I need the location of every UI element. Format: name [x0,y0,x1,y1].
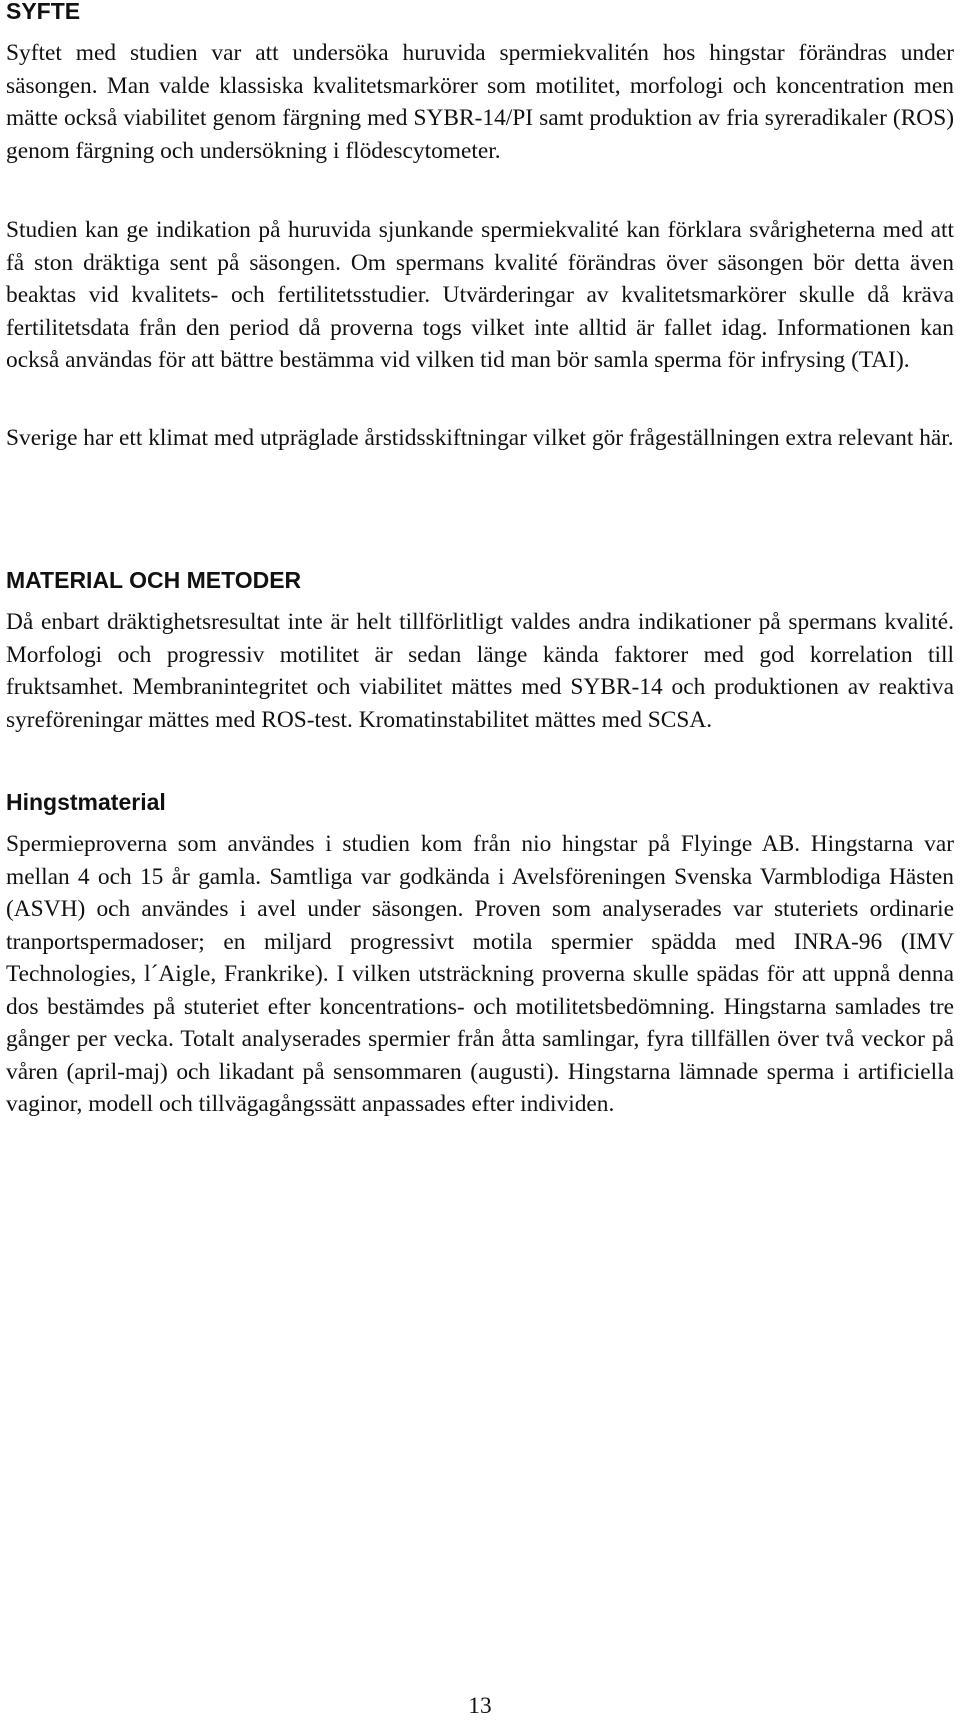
subsection-heading-hingstmaterial: Hingstmaterial [6,789,166,815]
paragraph-hingstmaterial: Spermieproverna som användes i studien kom från nio hingstar på Flyinge AB. Hingstarna var mellan 4 och 15 år gamla. Samtliga var godkända i Avelsföreningen Svenska Varmblodiga Hästen (ASVH) och användes i avel under säsongen. Proven som analyserades var stuteriets ordinarie tranportspermadoser; en miljard progressivt motila spermier spädda med INRA-96 (IMV Technologies, l´Aigle, Frankrike). I vilken utsträckning proverna skulle spädas för att uppnå denna dos bestämdes på stuteriet efter koncentrations- och motilitetsbedömning. Hingstarna samlades tre gånger per vecka. Totalt analyserades spermier från åtta samlingar, fyra tillfällen över två veckor på våren (april-maj) och likadant på sensommaren (augusti). Hingstarna lämnade sperma i artificiella vaginor, modell och tillvägagångssätt anpassades efter individen. [6,831,954,1117]
section-heading-syfte: SYFTE [6,0,81,24]
paragraph-syfte-3: Sverige har ett klimat med utpräglade årstidsskiftningar vilket gör frågeställningen extra relevant här. [6,425,954,451]
page-number: 13 [468,1693,492,1719]
paragraph-syfte-1: Syftet med studien var att undersöka huruvida spermiekvalitén hos hingstar förändras under säsongen. Man valde klassiska kvalitetsmarkörer som motilitet, morfologi och koncentration men mätte också viabilitet genom färgning med SYBR-14/PI samt produktion av fria syreradikaler (ROS) genom färgning och undersökning i flödescytometer. [6,40,954,164]
section-heading-material-och-metoder: MATERIAL OCH METODER [6,567,302,593]
paragraph-material: Då enbart dräktighetsresultat inte är helt tillförlitligt valdes andra indikationer på spermans kvalité. Morfologi och progressiv motilitet är sedan länge kända faktorer med god korrelation till fruktsamhet. Membranintegritet och viabilitet mättes med SYBR-14 och produktionen av reaktiva syreföreningar mättes med ROS-test. Kromatinstabilitet mättes med SCSA. [6,609,954,733]
paragraph-syfte-2: Studien kan ge indikation på huruvida sjunkande spermiekvalité kan förklara svårigheterna med att få ston dräktiga sent på säsongen. Om spermans kvalité förändras över säsongen bör detta även beaktas vid kvalitets- och fertilitetsstudier. Utvärderingar av kvalitetsmarkörer skulle då kräva fertilitetsdata från den period då proverna togs vilket inte alltid är fallet idag. Informationen kan också användas för att bättre bestämma vid vilken tid man bör samla sperma för infrysing (TAI). [6,217,954,373]
